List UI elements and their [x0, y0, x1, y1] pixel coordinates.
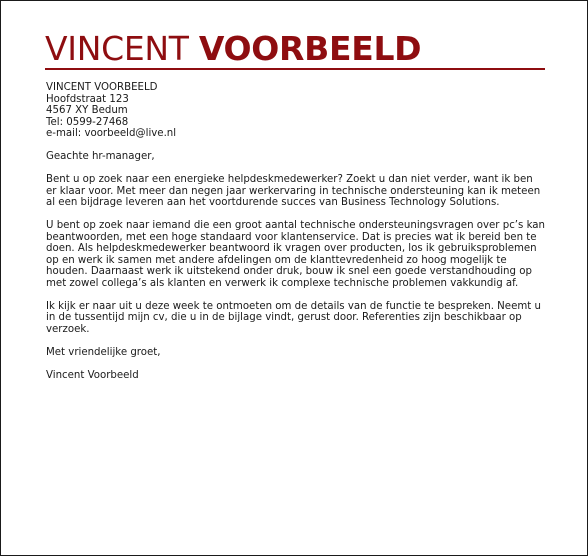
- paragraph-closing: Ik kijk er naar uit u deze week te ontmoeten om de details van de functie te bespreken. Neemt u in de tussentijd mijn cv, die u in de bijlage vindt, gerust door. Referenties zijn beschikbaar op verzoek.: [46, 300, 541, 335]
- sender-name: VINCENT VOORBEELD: [46, 82, 158, 93]
- salutation: Geachte hr-manager,: [46, 151, 155, 162]
- header-first-name: VINCENT: [45, 29, 189, 68]
- sender-email: e-mail: voorbeeld@live.nl: [46, 128, 177, 139]
- signature-name: Vincent Voorbeeld: [46, 369, 139, 381]
- sender-city: 4567 XY Bedum: [46, 105, 128, 116]
- paragraph-intro: Bent u op zoek naar een energieke helpdeskmedewerker? Zoekt u dan niet verder, want ik ben er klaar voor. Met meer dan negen jaar werkervaring in technische ondersteuning kan ik meteen al een bijdrage leveren aan het voortdurende succes van Business Technology Solutions.: [46, 174, 541, 208]
- sender-address-block: [46, 82, 546, 140]
- letter-body: [46, 82, 546, 393]
- letter-header-name: [45, 29, 545, 69]
- sender-phone: Tel: 0599-27468: [46, 116, 129, 128]
- paragraph-experience: U bent op zoek naar iemand die een groot aantal technische ondersteuningsvragen over pc’s kan beantwoorden, met een hoge standaard voor klantenservice. Dat is precies wat ik bereid ben te doen. Als helpdeskmedewerker beantwoord ik vragen over producten, los ik gebruiksproblemen op en werk ik samen met andere afdelingen om de klanttevredenheid zo hoog mogelijk te houden. Daarnaast werk ik uitstekend onder druk, bouw ik snel een goede verstandhouding op met zowel collega’s als klanten en verwerk ik complexe technische problemen vakkundig af.: [46, 220, 546, 289]
- sender-street: Hoofdstraat 123: [46, 93, 129, 105]
- header-last-name: VOORBEELD: [198, 29, 422, 68]
- closing-greeting: Met vriendelijke groet,: [46, 346, 161, 358]
- header-divider: [45, 68, 545, 70]
